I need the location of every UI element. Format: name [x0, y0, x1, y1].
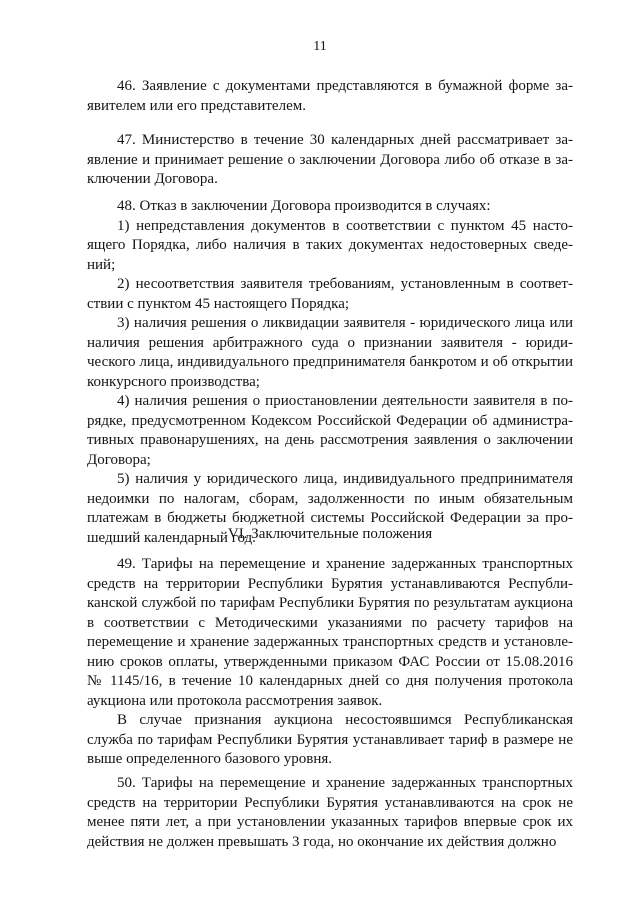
- clause-50: [87, 774, 573, 852]
- paragraph: В случае признания аукциона несостоявшимся Республиканская служба по тарифам Республики Бурятия устанавливает тариф в размере не выше определенного базового уровня.: [87, 712, 573, 767]
- clause-48: [87, 197, 573, 548]
- section-heading: VI. Заключительные положения: [227, 526, 433, 542]
- paragraph: 46. Заявление с документами представляются в бумажной форме заявителем или его представителем.: [87, 78, 573, 114]
- paragraph: 47. Министерство в течение 30 календарных дней рассматривает заявление и принимает решение о заключении Договора либо об отказе в заключении Договора.: [87, 132, 573, 187]
- page-number: 11: [313, 39, 327, 54]
- clause-49: [87, 555, 573, 770]
- list-item: 5) наличия у юридического лица, индивидуального предпринимателя недоимки по налогам, сборам, задолженности по иным обязательным платежам в бюджеты бюджетной системы Российской Федерации за прошедший календарный год.: [87, 471, 573, 546]
- list-item: 2) несоответствия заявителя требованиям, установленным в соответствии с пунктом 45 настоящего Порядка;: [87, 276, 573, 312]
- paragraph: 49. Тарифы на перемещение и хранение задержанных транспортных средств на территории Республики Бурятия устанавливаются Республиканской службой по тарифам Республики Бурятия по результатам аукциона в соответствии с Методическими указаниями по расчету тарифов на перемещение и хранение задержанных транспортных средств и установлению сроков оплаты, утвержденными приказом ФАС России от 15.08.2016 № 1145/16, в течение 10 календарных дней со дня получения протокола аукциона или протокола рассмотрения заявок.: [87, 556, 573, 709]
- paragraph: 50. Тарифы на перемещение и хранение задержанных транспортных средств на территории Республики Бурятия устанавливаются на срок не менее пяти лет, а при установлении указанных тарифов впервые срок их действия не должен превышать 3 года, но окончание их действия должно: [87, 775, 573, 850]
- paragraph: 48. Отказ в заключении Договора производится в случаях:: [117, 198, 491, 214]
- list-item: 4) наличия решения о приостановлении деятельности заявителя в порядке, предусмотренном Кодексом Российской Федерации об административных правонарушениях, на день рассмотрения заявления о заключении Договора;: [87, 393, 573, 468]
- list-item: 3) наличия решения о ликвидации заявителя - юридического лица или наличия решения арбитражного суда о признании заявителя - юридического лица, индивидуального предпринимателя банкротом и об открытии конкурсного производства;: [87, 315, 573, 390]
- clause-46: [87, 77, 573, 116]
- list-item: 1) непредставления документов в соответствии с пунктом 45 настоящего Порядка, либо наличия в таких документах недостоверных сведений;: [87, 217, 573, 273]
- clause-47: [87, 131, 573, 190]
